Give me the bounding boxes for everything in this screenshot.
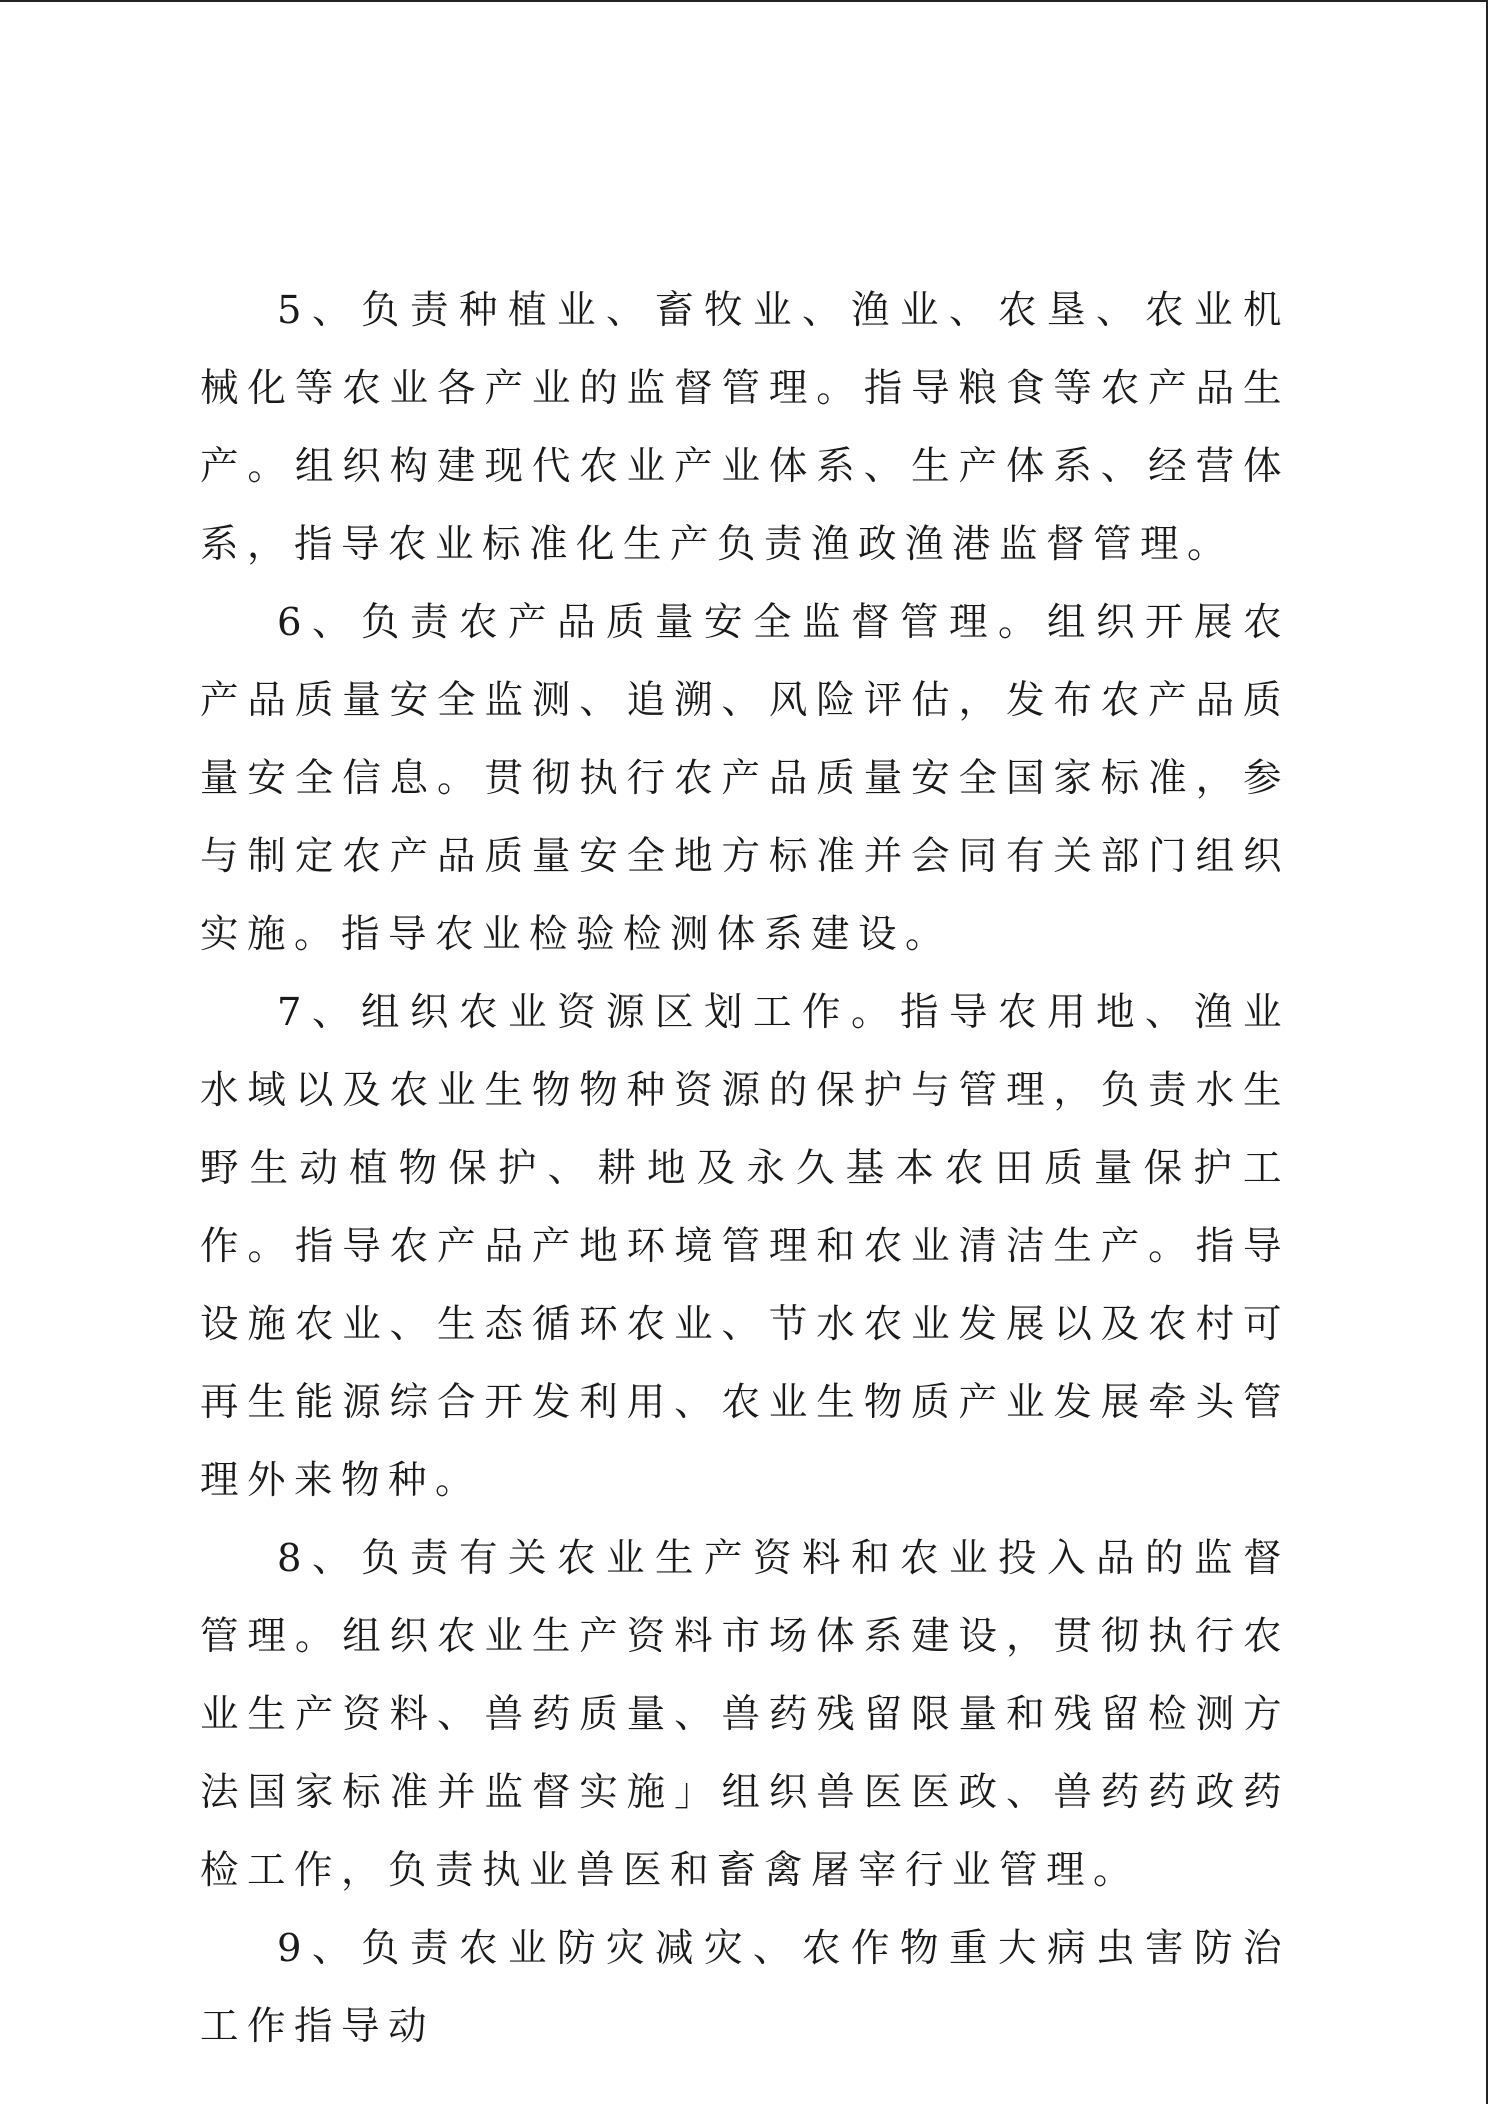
paragraph-item-8: 8、负责有关农业生产资料和农业投入品的监督管理。组织农业生产资料市场体系建设，贯彻执行农业生产资料、兽药质量、兽药残留限量和残留检测方法国家标准并监督实施」组织兽医医政、兽药药政药检工作，负责执业兽医和畜禽屠宰行业管理。	[200, 1536, 1290, 1893]
paragraph-item-6: 6、负责农产品质量安全监督管理。组织开展农产品质量安全监测、追溯、风险评估，发布农产品质量安全信息。贯彻执行农产品质量安全国家标准，参与制定农产品质量安全地方标准并会同有关部门组织实施。指导农业检验检测体系建设。	[200, 600, 1290, 957]
paragraph-item-7: 7、组织农业资源区划工作。指导农用地、渔业水域以及农业生物物种资源的保护与管理，负责水生野生动植物保护、耕地及永久基本农田质量保护工作。指导农产品产地环境管理和农业清洁生产。指导设施农业、生态循环农业、节水农业发展以及农村可再生能源综合开发利用、农业生物质产业发展牵头管理外来物种。	[200, 990, 1290, 1503]
document-body	[200, 272, 1290, 2066]
paragraph-item-9: 9、负责农业防灾减灾、农作物重大病虫害防治工作指导动	[200, 1926, 1290, 2049]
paragraph-item-5: 5、负责种植业、畜牧业、渔业、农垦、农业机械化等农业各产业的监督管理。指导粮食等农产品生产。组织构建现代农业产业体系、生产体系、经营体系，指导农业标准化生产负责渔政渔港监督管理。	[200, 288, 1290, 567]
